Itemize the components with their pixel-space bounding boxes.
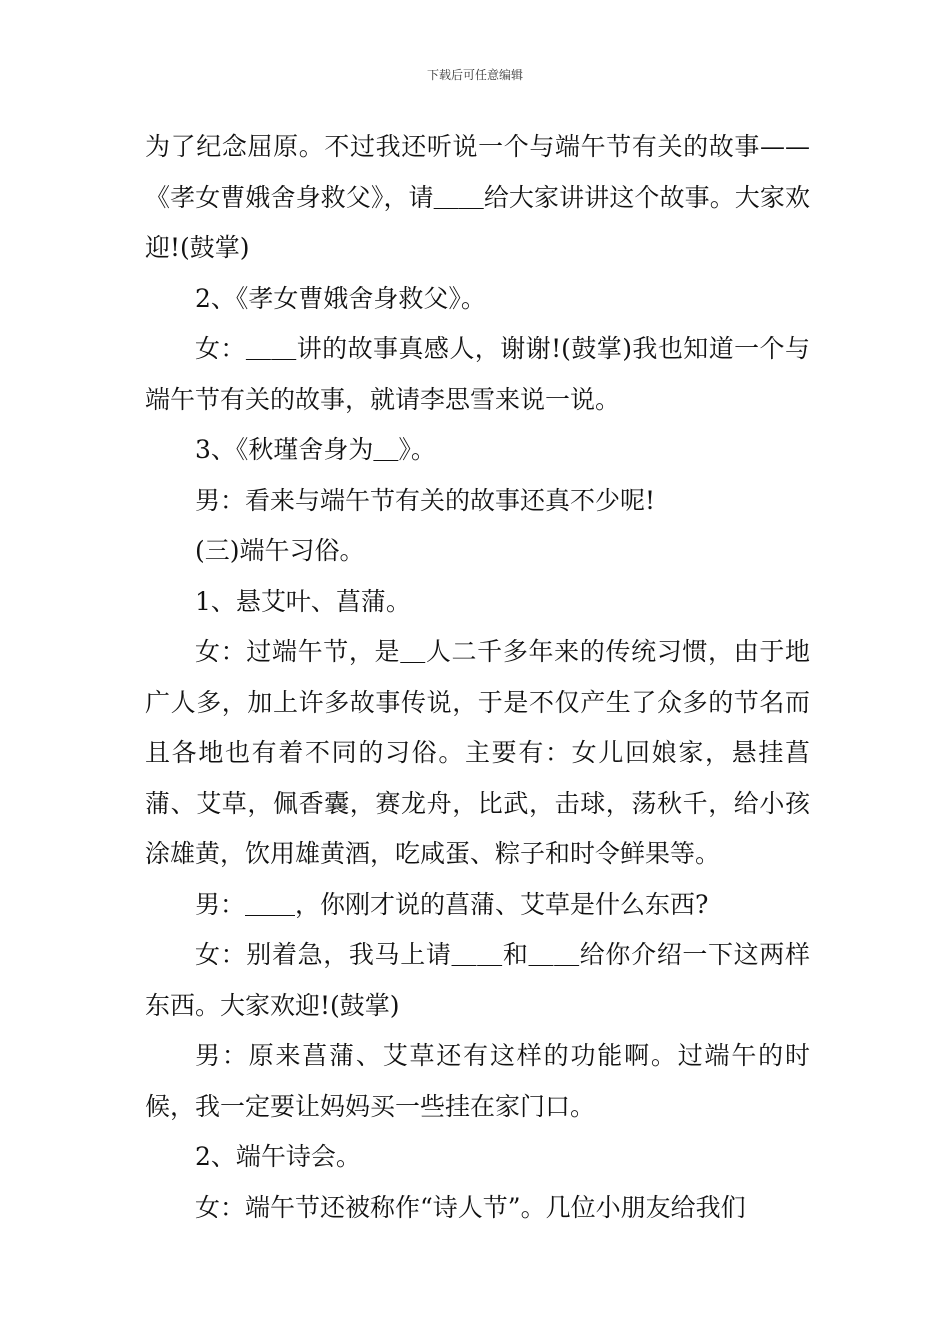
paragraph: 2、端午诗会。 — [195, 1142, 361, 1171]
paragraph: 男：原来菖蒲、艾草还有这样的功能啊。过端午的时候，我一定要让妈妈买一些挂在家门口。 — [145, 1041, 810, 1121]
paragraph: 女：＿＿讲的故事真感人，谢谢!(鼓掌)我也知道一个与端午节有关的故事，就请李思雪来说一说。 — [145, 334, 810, 414]
document-body — [145, 122, 810, 1233]
page-header: 下载后可任意编辑 — [426, 68, 523, 82]
paragraph: 女：端午节还被称作“诗人节”。几位小朋友给我们 — [195, 1192, 746, 1222]
paragraph: 男：＿＿，你刚才说的菖蒲、艾草是什么东西? — [195, 889, 709, 919]
paragraph: 2、《孝女曹娥舍身救父》。 — [195, 283, 486, 313]
paragraph: 1、悬艾叶、菖蒲。 — [195, 586, 411, 616]
paragraph: 女：别着急，我马上请＿＿和＿＿给你介绍一下这两样东西。大家欢迎!(鼓掌) — [145, 940, 810, 1020]
paragraph: 女：过端午节，是＿人二千多年来的传统习惯，由于地广人多，加上许多故事传说，于是不仅产生了众多的节名而且各地也有着不同的习俗。主要有：女儿回娘家，悬挂菖蒲、艾草，佩香囊，赛龙舟，比武，击球，荡秋千，给小孩涂雄黄，饮用雄黄酒，吃咸蛋、粽子和时令鲜果等。 — [145, 637, 810, 868]
paragraph: 为了纪念屈原。不过我还听说一个与端午节有关的故事——《孝女曹娥舍身救父》，请＿＿给大家讲讲这个故事。大家欢迎!(鼓掌) — [145, 132, 810, 262]
paragraph: 3、《秋瑾舍身为＿》。 — [195, 435, 436, 464]
paragraph: 男：看来与端午节有关的故事还真不少呢! — [195, 485, 656, 515]
paragraph: (三)端午习俗。 — [195, 536, 365, 565]
